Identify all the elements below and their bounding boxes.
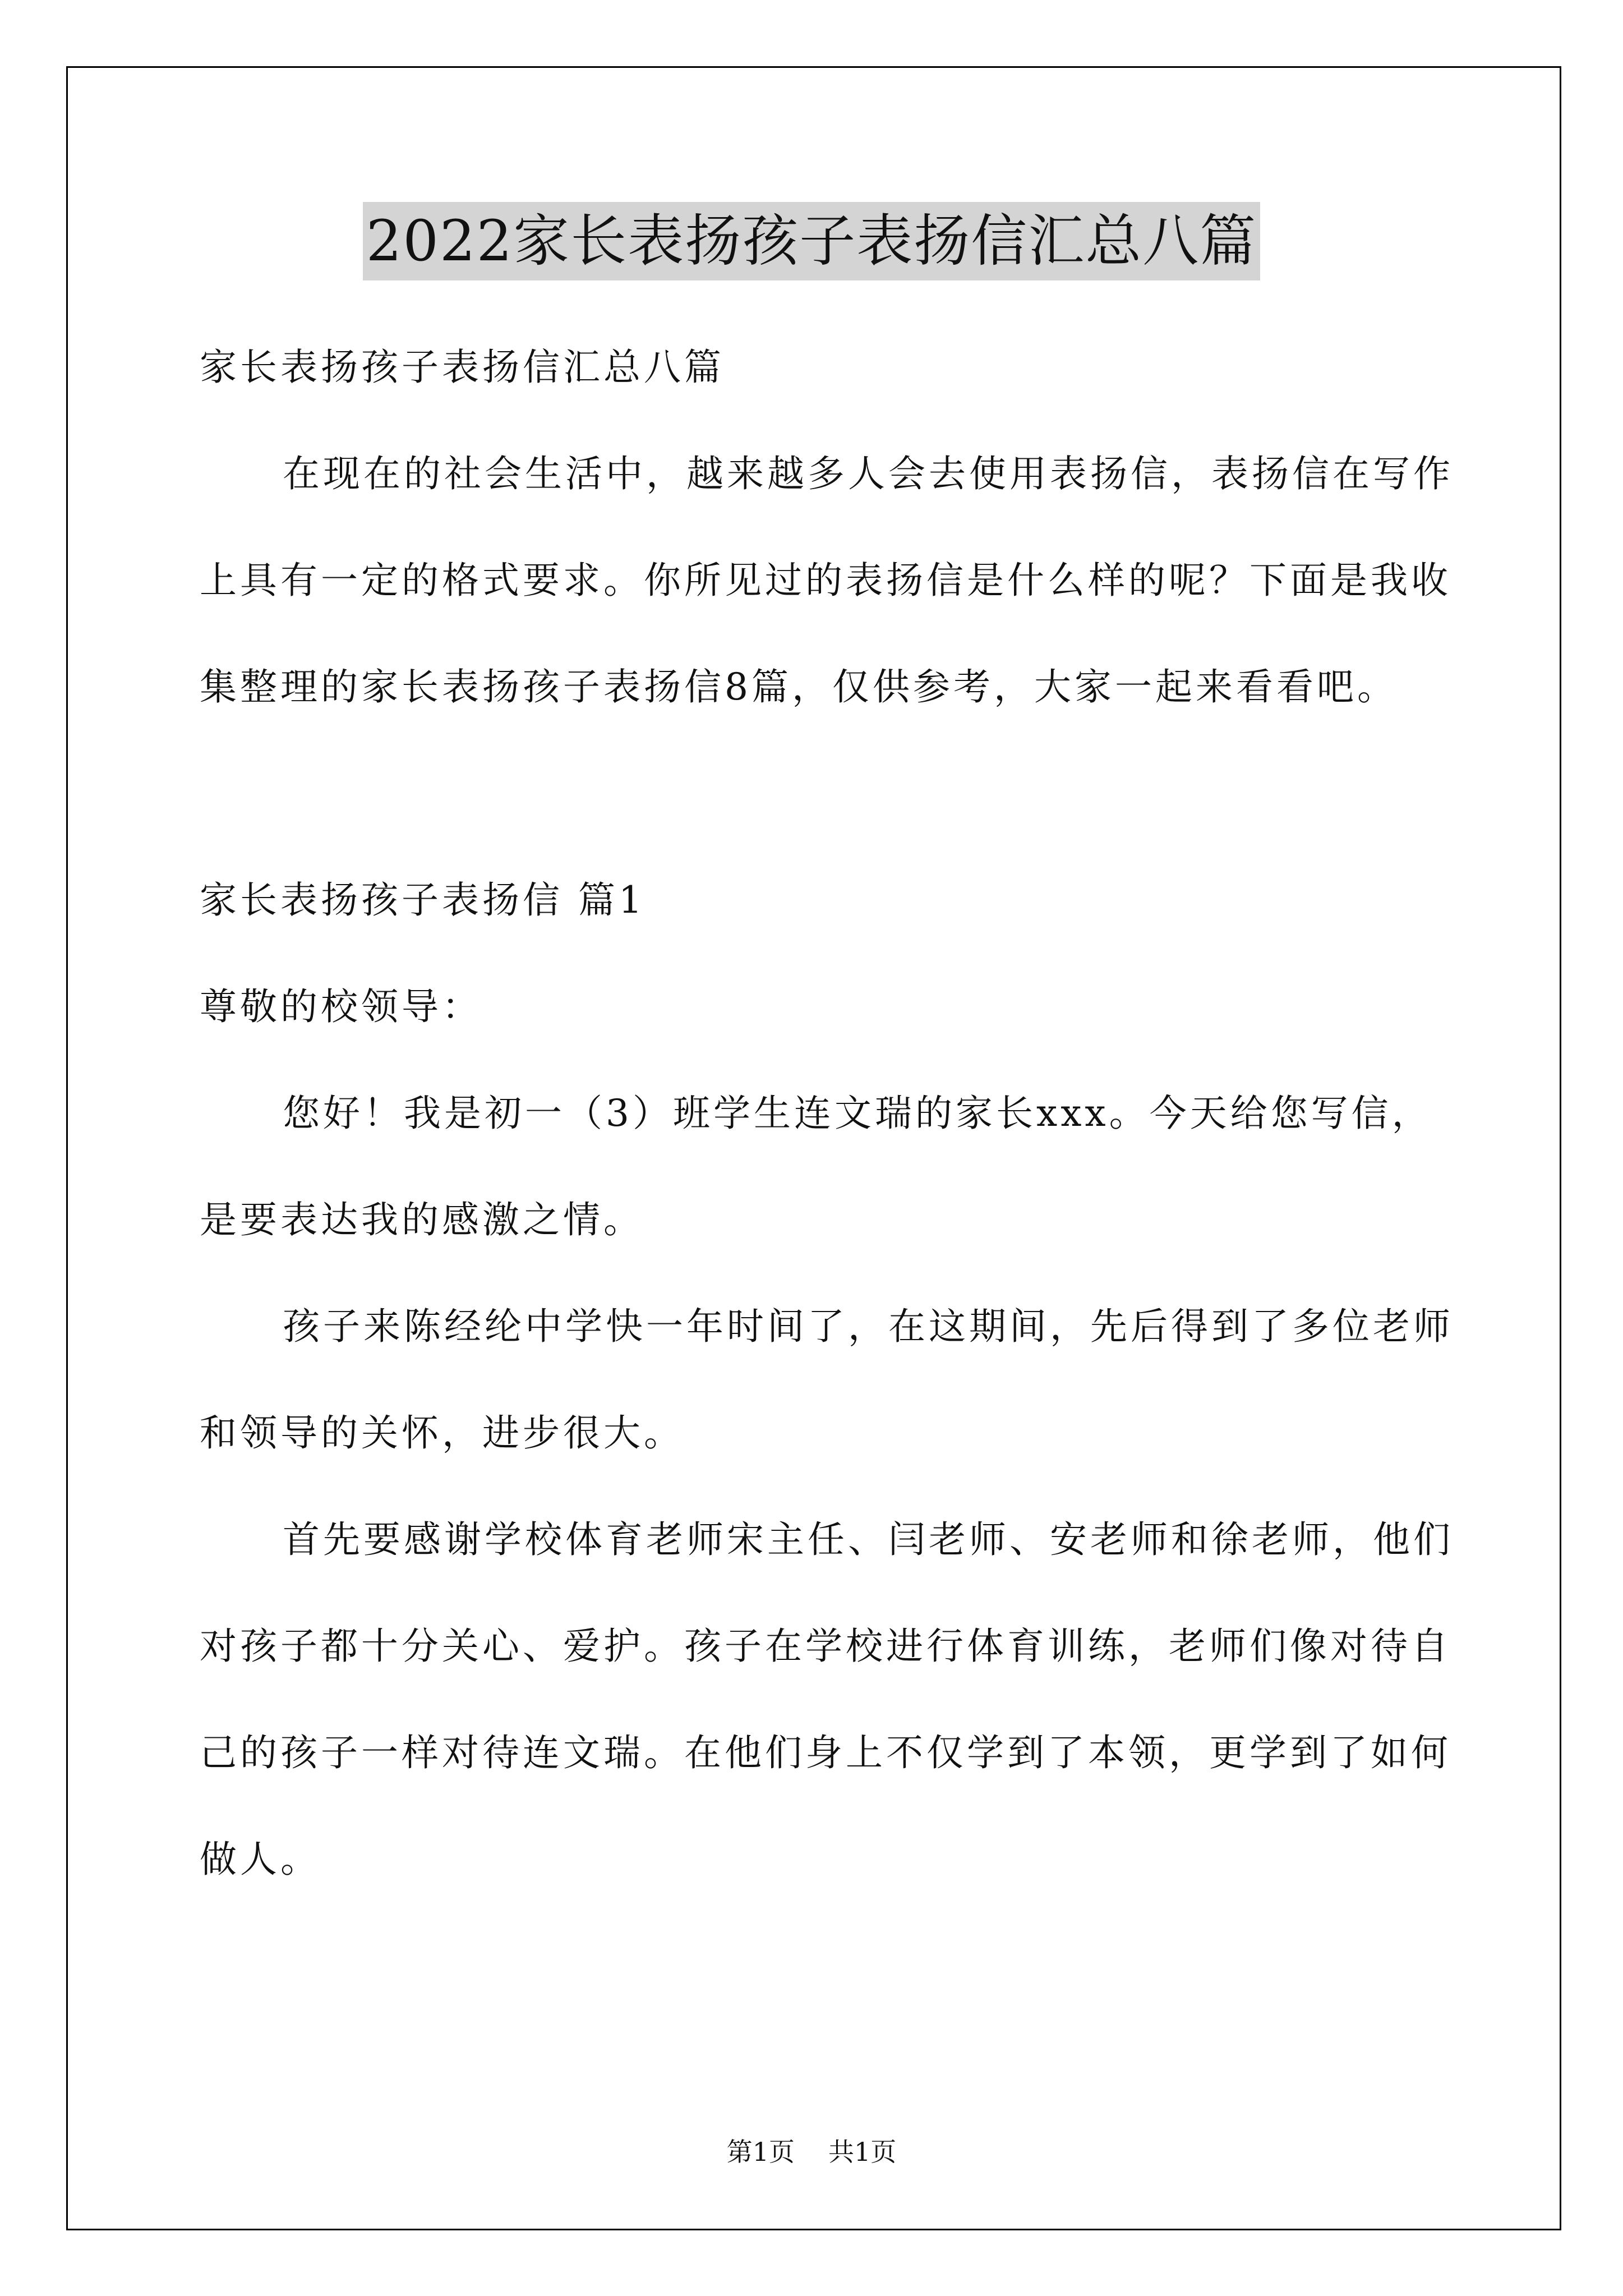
document-subtitle: 家长表扬孩子表扬信汇总八篇	[200, 346, 725, 389]
body-paragraph: 您好！我是初一（3）班学生连文瑞的家长xxx。今天给您写信，是要表达我的感激之情。	[200, 1092, 1432, 1241]
body-paragraph: 首先要感谢学校体育老师宋主任、闫老师、安老师和徐老师，他们对孩子都十分关心、爱护。孩子在学校进行体育训练，老师们像对待自己的孩子一样对待连文瑞。在他们身上不仅学到了本领，更学到了如何做人。	[200, 1518, 1454, 1881]
title-container	[0, 202, 1623, 280]
body-paragraph: 孩子来陈经纶中学快一年时间了，在这期间，先后得到了多位老师和领导的关怀，进步很大。	[200, 1305, 1454, 1455]
document-body	[200, 314, 1456, 1913]
page-number: 第1页	[726, 2137, 795, 2167]
section-heading: 家长表扬孩子表扬信 篇1	[200, 878, 645, 922]
document-title: 2022家长表扬孩子表扬信汇总八篇	[363, 202, 1261, 280]
salutation: 尊敬的校领导：	[200, 985, 482, 1028]
page-total: 共1页	[828, 2137, 897, 2167]
page-footer	[0, 2135, 1623, 2169]
intro-paragraph: 在现在的社会生活中，越来越多人会去使用表扬信，表扬信在写作上具有一定的格式要求。你所见过的表扬信是什么样的呢？下面是我收集整理的家长表扬孩子表扬信8篇，仅供参考，大家一起来看看吧。	[200, 452, 1454, 708]
